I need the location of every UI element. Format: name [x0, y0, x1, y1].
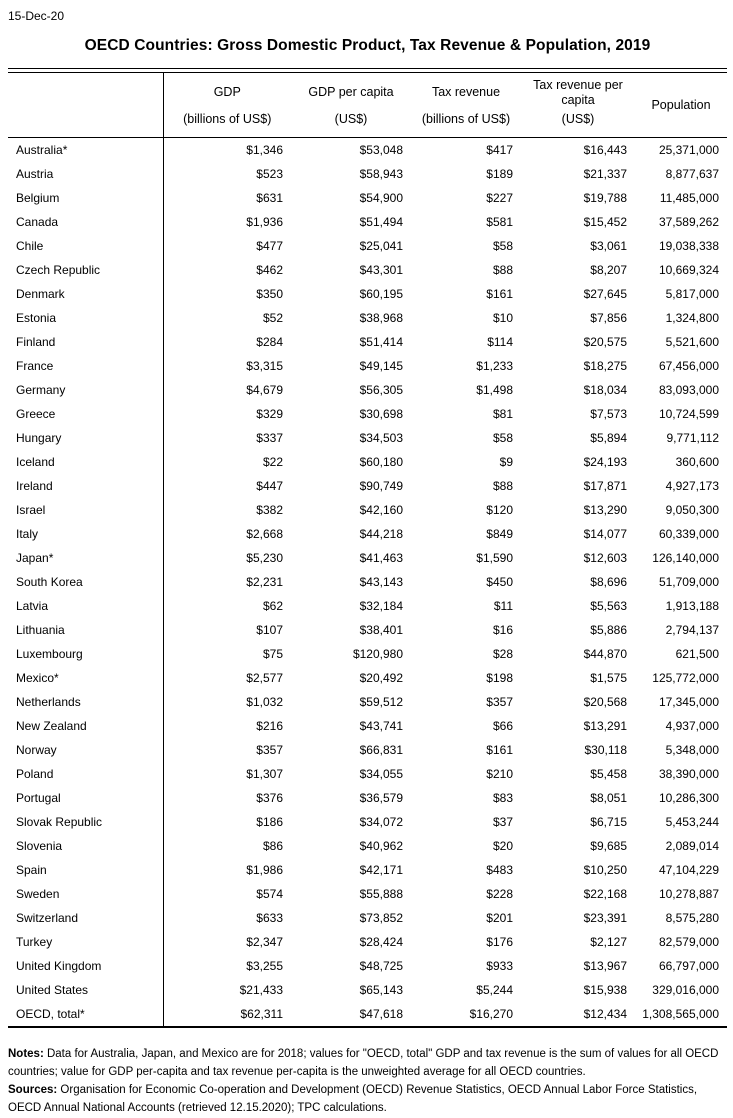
- country-cell: Slovenia: [8, 834, 163, 858]
- table-row: [8, 690, 727, 714]
- country-cell: Canada: [8, 210, 163, 234]
- country-cell: Chile: [8, 234, 163, 258]
- table-row: [8, 834, 727, 858]
- table-row: [8, 210, 727, 234]
- sources-text: Organisation for Economic Co-operation and Development (OECD) Revenue Statistics, OECD Annual Labor Force Statistics, OECD Annual National Accounts (retrieved 12.15.2020); TPC calculations.: [8, 1084, 698, 1114]
- gdp-cell: $86: [262, 839, 283, 853]
- country-cell: Portugal: [8, 786, 163, 810]
- footnotes: [8, 1045, 727, 1117]
- table-row: [8, 522, 727, 546]
- gdp-per-capita-cell: $58,943: [359, 167, 403, 181]
- tax-revenue-per-capita-cell: $30,118: [584, 743, 627, 757]
- gdp-cell: $1,936: [246, 215, 283, 229]
- col-header-country: [8, 73, 163, 138]
- table-row: [8, 138, 727, 163]
- col-header-gdp: GDP (billions of US$): [163, 73, 291, 138]
- table-row: [8, 642, 727, 666]
- gdp-cell: $1,307: [246, 767, 283, 781]
- country-cell: Sweden: [8, 882, 163, 906]
- tax-revenue-cell: $161: [486, 287, 513, 301]
- population-cell: 51,709,000: [658, 575, 719, 589]
- gdp-per-capita-cell: $42,171: [359, 863, 403, 877]
- population-cell: 1,913,188: [665, 599, 719, 613]
- country-cell: United States: [8, 978, 163, 1002]
- country-cell: Netherlands: [8, 690, 163, 714]
- gdp-cell: $22: [262, 455, 283, 469]
- tax-revenue-per-capita-cell: $8,207: [590, 263, 627, 277]
- gdp-per-capita-cell: $59,512: [359, 695, 403, 709]
- gdp-per-capita-cell: $43,143: [359, 575, 403, 589]
- country-cell: Lithuania: [8, 618, 163, 642]
- tax-revenue-cell: $58: [492, 431, 513, 445]
- country-cell: Hungary: [8, 426, 163, 450]
- gdp-cell: $216: [256, 719, 283, 733]
- gdp-per-capita-cell: $41,463: [359, 551, 403, 565]
- tax-revenue-cell: $10: [492, 311, 513, 325]
- gdp-per-capita-cell: $120,980: [352, 647, 403, 661]
- gdp-cell: $5,230: [246, 551, 283, 565]
- tax-revenue-cell: $1,233: [476, 359, 513, 373]
- tax-revenue-cell: $1,590: [476, 551, 513, 565]
- table-row: [8, 330, 727, 354]
- country-cell: Czech Republic: [8, 258, 163, 282]
- table-body: [8, 138, 727, 1028]
- tax-revenue-cell: $66: [492, 719, 513, 733]
- tax-revenue-per-capita-cell: $5,886: [590, 623, 627, 637]
- population-cell: 38,390,000: [658, 767, 719, 781]
- population-cell: 8,877,637: [665, 167, 719, 181]
- country-cell: Belgium: [8, 186, 163, 210]
- table-row: [8, 714, 727, 738]
- country-cell: United Kingdom: [8, 954, 163, 978]
- gdp-per-capita-cell: $56,305: [359, 383, 403, 397]
- gdp-cell: $574: [256, 887, 283, 901]
- gdp-cell: $350: [256, 287, 283, 301]
- table-row: [8, 930, 727, 954]
- gdp-per-capita-cell: $40,962: [359, 839, 403, 853]
- col-header-tax-revenue: Tax revenue (billions of US$): [411, 73, 521, 138]
- country-cell: Italy: [8, 522, 163, 546]
- population-cell: 9,771,112: [666, 431, 719, 445]
- gdp-cell: $376: [256, 791, 283, 805]
- gdp-per-capita-cell: $20,492: [359, 671, 403, 685]
- gdp-cell: $523: [256, 167, 283, 181]
- table-row: [8, 786, 727, 810]
- population-cell: 19,038,338: [658, 239, 719, 253]
- country-cell: Greece: [8, 402, 163, 426]
- gdp-cell: $52: [262, 311, 283, 325]
- tax-revenue-cell: $88: [492, 263, 513, 277]
- population-cell: 83,093,000: [658, 383, 719, 397]
- table-row: [8, 810, 727, 834]
- country-cell: Estonia: [8, 306, 163, 330]
- country-cell: Slovak Republic: [8, 810, 163, 834]
- tax-revenue-per-capita-cell: $15,452: [583, 215, 627, 229]
- tax-revenue-per-capita-cell: $7,856: [590, 311, 627, 325]
- tax-revenue-cell: $227: [486, 191, 513, 205]
- gdp-cell: $462: [256, 263, 283, 277]
- tax-revenue-cell: $120: [486, 503, 513, 517]
- country-cell: Finland: [8, 330, 163, 354]
- tax-revenue-per-capita-cell: $3,061: [590, 239, 627, 253]
- country-cell: OECD, total*: [8, 1002, 163, 1027]
- gdp-cell: $2,347: [246, 935, 283, 949]
- tax-revenue-cell: $210: [486, 767, 513, 781]
- country-cell: Ireland: [8, 474, 163, 498]
- gdp-per-capita-cell: $38,968: [359, 311, 403, 325]
- gdp-per-capita-cell: $38,401: [359, 623, 403, 637]
- country-cell: Denmark: [8, 282, 163, 306]
- gdp-cell: $21,433: [239, 983, 283, 997]
- population-cell: 10,669,324: [658, 263, 719, 277]
- gdp-per-capita-cell: $51,414: [359, 335, 403, 349]
- tax-revenue-cell: $28: [492, 647, 513, 661]
- population-cell: 2,089,014: [665, 839, 719, 853]
- population-cell: 329,016,000: [652, 983, 719, 997]
- table-row: [8, 378, 727, 402]
- gdp-per-capita-cell: $34,072: [359, 815, 403, 829]
- gdp-cell: $107: [256, 623, 283, 637]
- sources-label: Sources:: [8, 1084, 58, 1096]
- population-cell: 125,772,000: [652, 671, 719, 685]
- notes-text: Data for Australia, Japan, and Mexico are for 2018; values for "OECD, total" GDP and tax revenue is the sum of values for all OECD countries; value for GDP per-capita and tax revenue per-capita is the unweighted average for all OECD countries.: [8, 1048, 719, 1078]
- table-row: [8, 666, 727, 690]
- gdp-per-capita-cell: $66,831: [359, 743, 403, 757]
- gdp-cell: $186: [256, 815, 283, 829]
- tax-revenue-cell: $58: [492, 239, 513, 253]
- gdp-cell: $2,577: [246, 671, 283, 685]
- gdp-cell: $3,255: [246, 959, 283, 973]
- gdp-cell: $329: [256, 407, 283, 421]
- tax-revenue-per-capita-cell: $16,443: [583, 143, 627, 157]
- population-cell: 66,797,000: [658, 959, 719, 973]
- tax-revenue-cell: $228: [486, 887, 513, 901]
- population-cell: 621,500: [675, 647, 719, 661]
- gdp-per-capita-cell: $55,888: [359, 887, 403, 901]
- population-cell: 17,345,000: [658, 695, 719, 709]
- gdp-cell: $284: [256, 335, 283, 349]
- population-cell: 1,324,800: [665, 311, 719, 325]
- table-row: [8, 258, 727, 282]
- country-cell: New Zealand: [8, 714, 163, 738]
- population-cell: 10,278,887: [658, 887, 719, 901]
- table-row: [8, 954, 727, 978]
- tax-revenue-cell: $83: [492, 791, 513, 805]
- tax-revenue-per-capita-cell: $5,458: [590, 767, 627, 781]
- tax-revenue-per-capita-cell: $27,645: [583, 287, 627, 301]
- gdp-per-capita-cell: $30,698: [359, 407, 403, 421]
- gdp-per-capita-cell: $25,041: [359, 239, 403, 253]
- tax-revenue-per-capita-cell: $13,290: [583, 503, 627, 517]
- sources-paragraph: [8, 1081, 727, 1117]
- gdp-cell: $2,231: [246, 575, 283, 589]
- country-cell: Germany: [8, 378, 163, 402]
- population-cell: 37,589,262: [658, 215, 719, 229]
- table-row: [8, 858, 727, 882]
- tax-revenue-cell: $9: [499, 455, 513, 469]
- table-header: [8, 73, 727, 138]
- gdp-per-capita-cell: $65,143: [359, 983, 403, 997]
- gdp-cell: $1,346: [246, 143, 283, 157]
- country-cell: Switzerland: [8, 906, 163, 930]
- gdp-per-capita-cell: $53,048: [359, 143, 403, 157]
- tax-revenue-cell: $176: [486, 935, 513, 949]
- tax-revenue-cell: $16: [492, 623, 513, 637]
- data-table-container: [8, 68, 727, 1028]
- population-cell: 10,724,599: [658, 407, 719, 421]
- country-cell: Austria: [8, 162, 163, 186]
- table-row: [8, 762, 727, 786]
- gdp-per-capita-cell: $51,494: [359, 215, 403, 229]
- gdp-cell: $4,679: [246, 383, 283, 397]
- gdp-cell: $1,032: [246, 695, 283, 709]
- table-row: [8, 162, 727, 186]
- gdp-per-capita-cell: $90,749: [359, 479, 403, 493]
- country-cell: Spain: [8, 858, 163, 882]
- tax-revenue-cell: $483: [486, 863, 513, 877]
- data-table: [8, 73, 727, 1028]
- tax-revenue-cell: $849: [486, 527, 513, 541]
- table-row: [8, 882, 727, 906]
- country-cell: France: [8, 354, 163, 378]
- gdp-cell: $1,986: [246, 863, 283, 877]
- tax-revenue-per-capita-cell: $18,275: [583, 359, 627, 373]
- country-cell: South Korea: [8, 570, 163, 594]
- country-cell: Latvia: [8, 594, 163, 618]
- tax-revenue-cell: $201: [486, 911, 513, 925]
- tax-revenue-per-capita-cell: $24,193: [583, 455, 627, 469]
- country-cell: Mexico*: [8, 666, 163, 690]
- gdp-cell: $62: [262, 599, 283, 613]
- tax-revenue-cell: $417: [486, 143, 513, 157]
- country-cell: Japan*: [8, 546, 163, 570]
- tax-revenue-per-capita-cell: $15,938: [583, 983, 627, 997]
- population-cell: 1,308,565,000: [642, 1007, 719, 1021]
- tax-revenue-cell: $16,270: [469, 1007, 513, 1021]
- tax-revenue-per-capita-cell: $12,603: [583, 551, 627, 565]
- tax-revenue-per-capita-cell: $44,870: [583, 647, 627, 661]
- population-cell: 2,794,137: [665, 623, 719, 637]
- tax-revenue-per-capita-cell: $17,871: [583, 479, 627, 493]
- population-cell: 47,104,229: [658, 863, 719, 877]
- col-header-gdp-per-capita: GDP per capita (US$): [291, 73, 411, 138]
- gdp-per-capita-cell: $49,145: [359, 359, 403, 373]
- population-cell: 11,485,000: [659, 191, 719, 205]
- population-cell: 4,937,000: [665, 719, 719, 733]
- gdp-cell: $631: [256, 191, 283, 205]
- country-cell: Turkey: [8, 930, 163, 954]
- header-row: [8, 73, 727, 138]
- country-cell: Iceland: [8, 450, 163, 474]
- table-row: [8, 906, 727, 930]
- tax-revenue-cell: $581: [486, 215, 513, 229]
- tax-revenue-per-capita-cell: $5,894: [590, 431, 627, 445]
- tax-revenue-cell: $357: [486, 695, 513, 709]
- table-row: [8, 402, 727, 426]
- table-row: [8, 282, 727, 306]
- tax-revenue-cell: $198: [486, 671, 513, 685]
- gdp-cell: $382: [256, 503, 283, 517]
- population-cell: 9,050,300: [665, 503, 719, 517]
- table-row: [8, 450, 727, 474]
- gdp-cell: $357: [256, 743, 283, 757]
- country-cell: Australia*: [8, 138, 163, 163]
- population-cell: 5,817,000: [665, 287, 719, 301]
- gdp-per-capita-cell: $28,424: [359, 935, 403, 949]
- population-cell: 360,600: [675, 455, 719, 469]
- country-cell: Luxembourg: [8, 642, 163, 666]
- tax-revenue-per-capita-cell: $12,434: [583, 1007, 627, 1021]
- tax-revenue-cell: $1,498: [476, 383, 513, 397]
- gdp-cell: $3,315: [246, 359, 283, 373]
- tax-revenue-cell: $933: [486, 959, 513, 973]
- gdp-cell: $477: [256, 239, 283, 253]
- table-row: [8, 1002, 727, 1027]
- notes-label: Notes:: [8, 1048, 44, 1060]
- gdp-per-capita-cell: $43,741: [359, 719, 403, 733]
- gdp-cell: $75: [262, 647, 283, 661]
- tax-revenue-per-capita-cell: $8,051: [590, 791, 627, 805]
- gdp-cell: $337: [256, 431, 283, 445]
- population-cell: 5,521,600: [665, 335, 719, 349]
- population-cell: 126,140,000: [652, 551, 719, 565]
- tax-revenue-per-capita-cell: $20,568: [583, 695, 627, 709]
- table-row: [8, 306, 727, 330]
- table-row: [8, 474, 727, 498]
- country-cell: Poland: [8, 762, 163, 786]
- table-row: [8, 234, 727, 258]
- gdp-cell: $633: [256, 911, 283, 925]
- table-row: [8, 570, 727, 594]
- tax-revenue-per-capita-cell: $2,127: [590, 935, 627, 949]
- tax-revenue-per-capita-cell: $19,788: [583, 191, 627, 205]
- country-cell: Israel: [8, 498, 163, 522]
- tax-revenue-per-capita-cell: $10,250: [583, 863, 627, 877]
- gdp-per-capita-cell: $47,618: [359, 1007, 403, 1021]
- table-row: [8, 354, 727, 378]
- tax-revenue-per-capita-cell: $6,715: [590, 815, 627, 829]
- page-title: OECD Countries: Gross Domestic Product, Tax Revenue & Population, 2019: [84, 37, 651, 54]
- table-row: [8, 618, 727, 642]
- tax-revenue-cell: $20: [492, 839, 513, 853]
- gdp-per-capita-cell: $34,503: [359, 431, 403, 445]
- notes-paragraph: [8, 1045, 727, 1081]
- tax-revenue-per-capita-cell: $5,563: [590, 599, 627, 613]
- gdp-per-capita-cell: $54,900: [359, 191, 403, 205]
- table-row: [8, 978, 727, 1002]
- tax-revenue-cell: $161: [486, 743, 513, 757]
- gdp-per-capita-cell: $44,218: [359, 527, 403, 541]
- population-cell: 60,339,000: [658, 527, 719, 541]
- table-row: [8, 738, 727, 762]
- date-label: 15-Dec-20: [8, 9, 65, 23]
- table-row: [8, 498, 727, 522]
- tax-revenue-per-capita-cell: $18,034: [583, 383, 627, 397]
- tax-revenue-cell: $37: [492, 815, 513, 829]
- tax-revenue-per-capita-cell: $9,685: [590, 839, 627, 853]
- population-cell: 5,453,244: [665, 815, 719, 829]
- tax-revenue-per-capita-cell: $8,696: [590, 575, 627, 589]
- population-cell: 25,371,000: [658, 143, 719, 157]
- tax-revenue-cell: $5,244: [476, 983, 513, 997]
- tax-revenue-per-capita-cell: $21,337: [583, 167, 627, 181]
- population-cell: 10,286,300: [658, 791, 719, 805]
- gdp-per-capita-cell: $43,301: [359, 263, 403, 277]
- population-cell: 82,579,000: [658, 935, 719, 949]
- gdp-per-capita-cell: $42,160: [359, 503, 403, 517]
- gdp-per-capita-cell: $48,725: [359, 959, 403, 973]
- population-cell: 4,927,173: [665, 479, 719, 493]
- population-cell: 5,348,000: [665, 743, 719, 757]
- table-row: [8, 186, 727, 210]
- tax-revenue-cell: $450: [486, 575, 513, 589]
- tax-revenue-per-capita-cell: $14,077: [583, 527, 627, 541]
- tax-revenue-cell: $81: [492, 407, 513, 421]
- gdp-per-capita-cell: $60,180: [359, 455, 403, 469]
- tax-revenue-per-capita-cell: $23,391: [583, 911, 627, 925]
- gdp-per-capita-cell: $60,195: [359, 287, 403, 301]
- gdp-per-capita-cell: $32,184: [359, 599, 403, 613]
- gdp-per-capita-cell: $36,579: [359, 791, 403, 805]
- gdp-cell: $2,668: [246, 527, 283, 541]
- population-cell: 8,575,280: [665, 911, 719, 925]
- tax-revenue-per-capita-cell: $1,575: [590, 671, 627, 685]
- tax-revenue-per-capita-cell: $22,168: [583, 887, 627, 901]
- tax-revenue-per-capita-cell: $20,575: [583, 335, 627, 349]
- gdp-cell: $62,311: [240, 1007, 283, 1021]
- tax-revenue-cell: $88: [492, 479, 513, 493]
- table-row: [8, 594, 727, 618]
- table-row: [8, 426, 727, 450]
- table-row: [8, 546, 727, 570]
- tax-revenue-cell: $11: [493, 599, 513, 613]
- tax-revenue-per-capita-cell: $13,967: [583, 959, 627, 973]
- tax-revenue-cell: $189: [486, 167, 513, 181]
- gdp-per-capita-cell: $34,055: [359, 767, 403, 781]
- tax-revenue-per-capita-cell: $13,291: [583, 719, 627, 733]
- gdp-per-capita-cell: $73,852: [359, 911, 403, 925]
- population-cell: 67,456,000: [658, 359, 719, 373]
- tax-revenue-per-capita-cell: $7,573: [590, 407, 627, 421]
- gdp-cell: $447: [256, 479, 283, 493]
- tax-revenue-cell: $114: [487, 335, 513, 349]
- col-header-tax-revenue-per-capita: Tax revenue per capita (US$): [521, 73, 635, 138]
- col-header-population: Population: [635, 73, 727, 138]
- country-cell: Norway: [8, 738, 163, 762]
